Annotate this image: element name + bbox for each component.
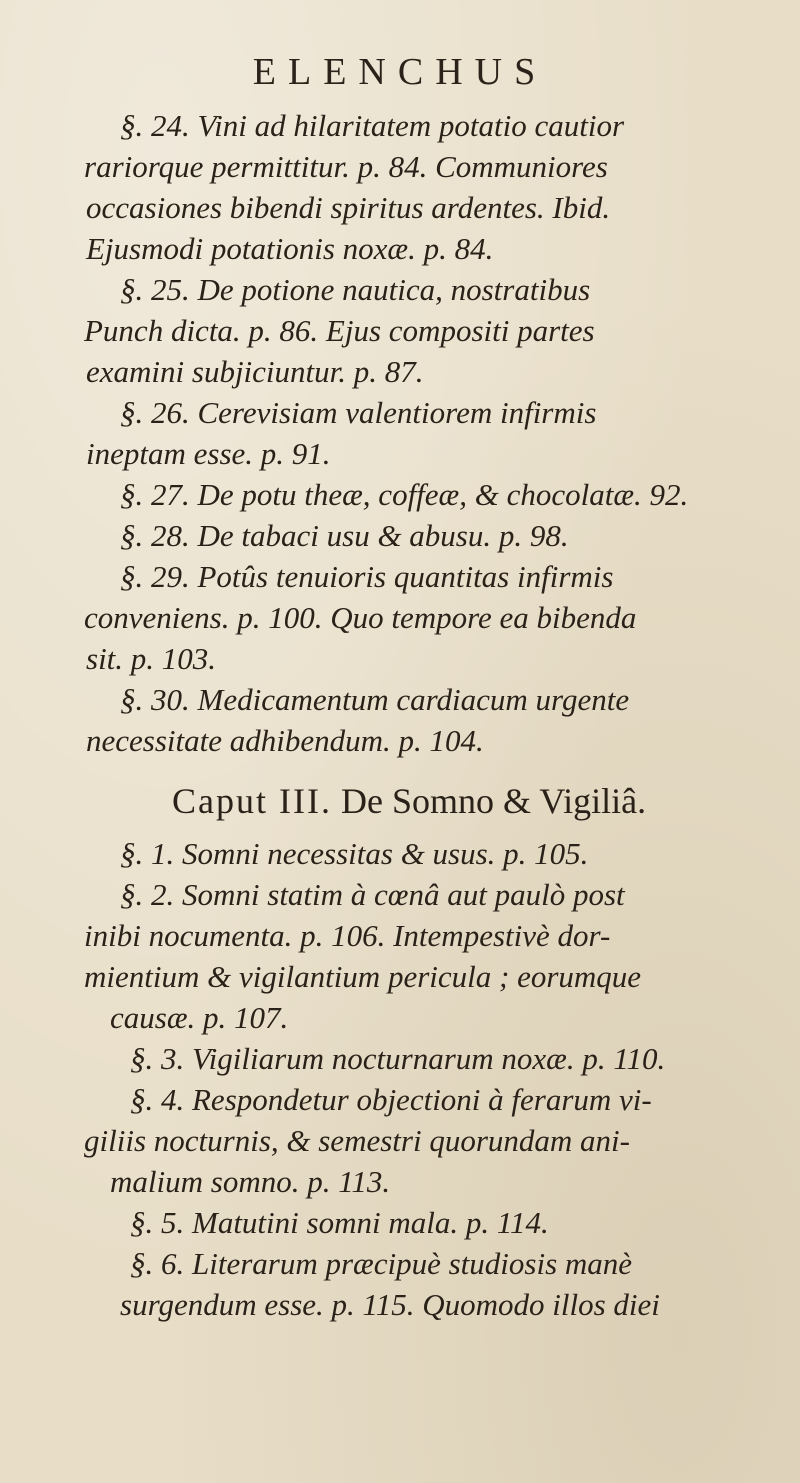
text-line: §. 6. Literarum præcipuè studiosis manè bbox=[130, 1246, 633, 1281]
text-line: rariorque permittitur. p. 84. Communiores bbox=[84, 149, 608, 184]
text-line: giliis nocturnis, & semestri quorundam ani- bbox=[84, 1123, 630, 1158]
running-header: ELENCHUS bbox=[252, 51, 548, 93]
text-line: §. 5. Matutini somni mala. p. 114. bbox=[130, 1205, 549, 1240]
text-line: §. 24. Vini ad hilaritatem potatio cautior bbox=[120, 108, 625, 143]
chapter-label: Caput III. bbox=[172, 781, 332, 821]
chapter-title: De Somno & Vigiliâ. bbox=[340, 781, 647, 821]
text-line: surgendum esse. p. 115. Quomodo illos diei bbox=[120, 1287, 660, 1322]
text-line: §. 2. Somni statim à cœnâ aut paulò post bbox=[120, 877, 625, 912]
text-line: sit. p. 103. bbox=[86, 641, 217, 676]
text-line: §. 1. Somni necessitas & usus. p. 105. bbox=[120, 836, 589, 871]
text-line: causæ. p. 107. bbox=[110, 1000, 289, 1035]
text-line: inibi nocumenta. p. 106. Intempestivè dor- bbox=[84, 918, 611, 953]
text-line: necessitate adhibendum. p. 104. bbox=[86, 723, 484, 758]
text-line: §. 4. Respondetur objectioni à ferarum vi- bbox=[130, 1082, 652, 1117]
text-line: §. 29. Potûs tenuioris quantitas infirmis bbox=[120, 559, 614, 594]
text-line: mientium & vigilantium pericula ; eorumque bbox=[84, 959, 642, 994]
text-line: §. 26. Cerevisiam valentiorem infirmis bbox=[120, 395, 597, 430]
text-line: §. 3. Vigiliarum nocturnarum noxæ. p. 110. bbox=[130, 1041, 666, 1076]
text-line: examini subjiciuntur. p. 87. bbox=[86, 354, 424, 389]
text-line: conveniens. p. 100. Quo tempore ea bibenda bbox=[84, 600, 637, 635]
text-line: occasiones bibendi spiritus ardentes. Ibid. bbox=[86, 190, 611, 225]
text-line: Ejusmodi potationis noxæ. p. 84. bbox=[86, 231, 494, 266]
text-line: ineptam esse. p. 91. bbox=[86, 436, 331, 471]
text-line: §. 28. De tabaci usu & abusu. p. 98. bbox=[120, 518, 569, 553]
text-line: malium somno. p. 113. bbox=[110, 1164, 391, 1199]
text-line: §. 27. De potu theæ, coffeæ, & chocolatæ. 92. bbox=[120, 477, 689, 512]
text-line: §. 30. Medicamentum cardiacum urgente bbox=[120, 682, 630, 717]
text-line: Punch dicta. p. 86. Ejus compositi partes bbox=[84, 313, 595, 348]
text-line: §. 25. De potione nautica, nostratibus bbox=[120, 272, 591, 307]
chapter-heading bbox=[172, 780, 646, 822]
